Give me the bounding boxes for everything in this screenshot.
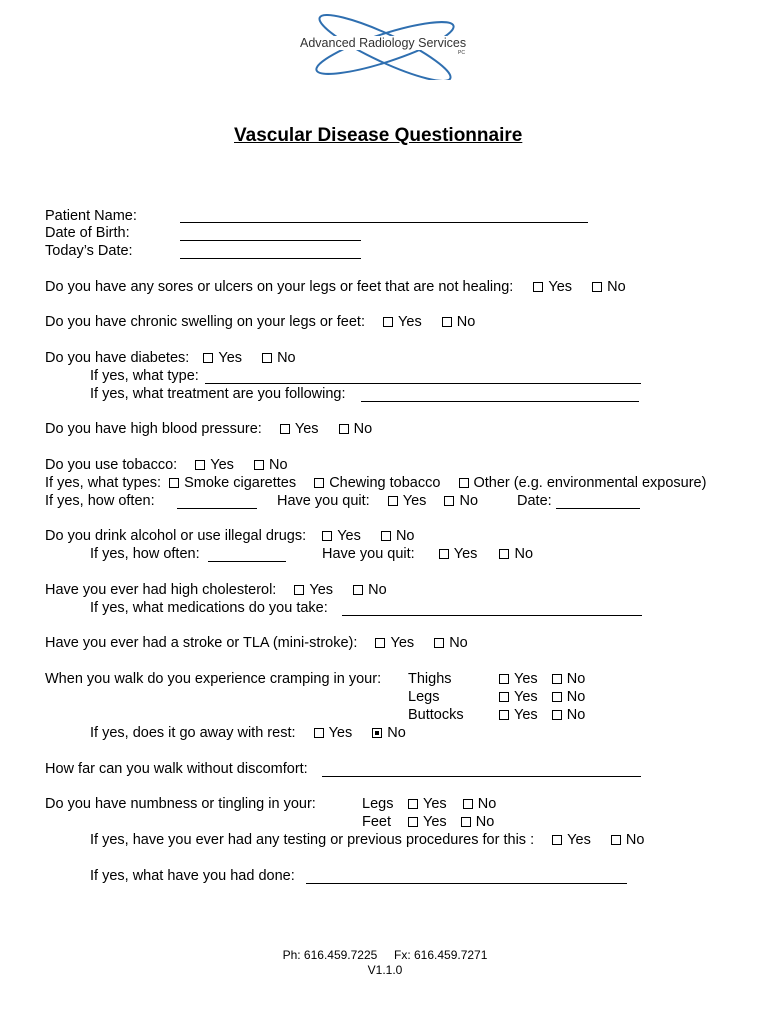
question-walk: When you walk do you experience cramping in your: bbox=[45, 671, 382, 687]
testing-no-checkbox[interactable] bbox=[611, 835, 621, 845]
yes-label: Yes bbox=[398, 314, 422, 330]
cholesterol-meds-field[interactable] bbox=[342, 600, 642, 616]
question-cholesterol-text: Have you ever had high cholesterol: bbox=[45, 582, 277, 598]
page-title: Vascular Disease Questionnaire bbox=[234, 125, 523, 146]
yes-label: Yes bbox=[218, 350, 243, 366]
diabetes-treatment-field[interactable] bbox=[361, 386, 639, 402]
buttocks-yes-checkbox[interactable] bbox=[499, 710, 509, 720]
walk-thighs-label: Thighs bbox=[408, 671, 452, 687]
question-stroke-text: Have you ever had a stroke or TLA (mini-stroke): bbox=[45, 635, 358, 651]
tobacco-quit-label: Have you quit: bbox=[277, 493, 370, 509]
alcohol-yes-checkbox[interactable] bbox=[322, 531, 332, 541]
yes-label: Yes bbox=[567, 832, 591, 848]
alcohol-often-field[interactable] bbox=[208, 546, 286, 562]
diabetes-treatment-label: If yes, what treatment are you following: bbox=[90, 386, 346, 402]
patient-name-label: Patient Name: bbox=[45, 208, 137, 224]
thighs-yes-checkbox[interactable] bbox=[499, 674, 509, 684]
tobacco-date-label: Date: bbox=[517, 493, 552, 509]
question-numbness: Do you have numbness or tingling in your: bbox=[45, 796, 316, 812]
question-alcohol-text: Do you drink alcohol or use illegal drugs: bbox=[45, 528, 307, 544]
walk-rest-label: If yes, does it go away with rest: bbox=[90, 725, 296, 741]
no-label: No bbox=[368, 582, 387, 598]
tobacco-types-label: If yes, what types: bbox=[45, 475, 162, 491]
yes-label: Yes bbox=[514, 671, 538, 687]
walk-buttocks-label: Buttocks bbox=[408, 707, 464, 723]
logo-text: Advanced Radiology Services bbox=[300, 36, 467, 50]
stroke-no-checkbox[interactable] bbox=[434, 638, 444, 648]
stroke-yes-checkbox[interactable] bbox=[375, 638, 385, 648]
question-diabetes bbox=[45, 350, 296, 367]
cholesterol-no-checkbox[interactable] bbox=[353, 585, 363, 595]
no-label: No bbox=[475, 814, 495, 830]
rest-no-label: No bbox=[387, 725, 406, 741]
tobacco-quit-no-checkbox[interactable] bbox=[444, 496, 454, 506]
thighs-options bbox=[499, 671, 585, 688]
no-label: No bbox=[277, 350, 296, 366]
swelling-yes-checkbox[interactable] bbox=[383, 317, 393, 327]
numb-feet-yes-checkbox[interactable] bbox=[408, 817, 418, 827]
distance-field[interactable] bbox=[322, 761, 641, 777]
question-swelling-text: Do you have chronic swelling on your legs or feet: bbox=[45, 314, 365, 330]
numb-done-label: If yes, what have you had done: bbox=[90, 868, 295, 884]
question-stroke bbox=[45, 635, 468, 652]
no-label: No bbox=[625, 832, 645, 848]
diabetes-no-checkbox[interactable] bbox=[262, 353, 272, 363]
alcohol-quit-yes-checkbox[interactable] bbox=[439, 549, 449, 559]
rest-yes-checkbox[interactable] bbox=[314, 728, 324, 738]
buttocks-no-checkbox[interactable] bbox=[552, 710, 562, 720]
tobacco-date-field[interactable] bbox=[556, 493, 640, 509]
alcohol-quit-no-checkbox[interactable] bbox=[499, 549, 509, 559]
smoke-cigarettes-label: Smoke cigarettes bbox=[184, 475, 297, 491]
yes-label: Yes bbox=[390, 635, 415, 651]
numb-done-field[interactable] bbox=[306, 868, 627, 884]
no-label: No bbox=[566, 689, 586, 705]
sores-no-checkbox[interactable] bbox=[592, 282, 602, 292]
numb-feet-no-checkbox[interactable] bbox=[461, 817, 471, 827]
patient-name-field[interactable] bbox=[180, 208, 588, 223]
question-swelling bbox=[45, 314, 475, 331]
swelling-no-checkbox[interactable] bbox=[442, 317, 452, 327]
no-label: No bbox=[268, 457, 288, 473]
yes-label: Yes bbox=[309, 582, 334, 598]
question-tobacco-text: Do you use tobacco: bbox=[45, 457, 178, 473]
yes-label: Yes bbox=[423, 814, 447, 830]
buttocks-options bbox=[499, 707, 585, 724]
yes-label: Yes bbox=[294, 421, 319, 437]
no-label: No bbox=[395, 528, 415, 544]
todays-date-label: Today’s Date: bbox=[45, 243, 133, 259]
diabetes-yes-checkbox[interactable] bbox=[203, 353, 213, 363]
tobacco-often-field[interactable] bbox=[177, 493, 257, 509]
walk-legs-label: Legs bbox=[408, 689, 440, 705]
rest-no-checkbox-checked[interactable] bbox=[372, 728, 382, 738]
no-label: No bbox=[456, 314, 476, 330]
bp-yes-checkbox[interactable] bbox=[280, 424, 290, 434]
numb-feet-label: Feet bbox=[362, 814, 392, 830]
walk-rest-row bbox=[90, 725, 406, 742]
todays-date-field[interactable] bbox=[180, 244, 361, 259]
dob-label: Date of Birth: bbox=[45, 225, 130, 241]
question-cholesterol bbox=[45, 582, 387, 599]
smoke-cigarettes-checkbox[interactable] bbox=[169, 478, 179, 488]
numb-testing-label: If yes, have you ever had any testing or previous procedures for this : bbox=[90, 832, 535, 848]
sores-yes-checkbox[interactable] bbox=[533, 282, 543, 292]
no-label: No bbox=[449, 635, 468, 651]
tobacco-quit-yes-checkbox[interactable] bbox=[388, 496, 398, 506]
yes-label: Yes bbox=[453, 546, 478, 562]
no-label: No bbox=[566, 707, 586, 723]
question-bp-text: Do you have high blood pressure: bbox=[45, 421, 262, 437]
cholesterol-yes-checkbox[interactable] bbox=[294, 585, 304, 595]
tobacco-no-checkbox[interactable] bbox=[254, 460, 264, 470]
yes-label: Yes bbox=[423, 796, 447, 812]
numb-testing-row bbox=[90, 832, 644, 849]
footer-phone: Ph: 616.459.7225 Fx: 616.459.7271 bbox=[282, 948, 488, 962]
alcohol-quit-label: Have you quit: bbox=[322, 546, 415, 562]
yes-label: Yes bbox=[337, 528, 361, 544]
legs-no-checkbox[interactable] bbox=[552, 692, 562, 702]
logo bbox=[290, 14, 490, 80]
yes-label: Yes bbox=[514, 689, 538, 705]
no-label: No bbox=[566, 671, 586, 687]
yes-label: Yes bbox=[328, 725, 353, 741]
yes-label: Yes bbox=[210, 457, 234, 473]
question-diabetes-text: Do you have diabetes: bbox=[45, 350, 190, 366]
tobacco-types-row bbox=[45, 475, 706, 492]
alcohol-quit-row bbox=[322, 546, 533, 563]
tobacco-quit-row bbox=[277, 493, 478, 510]
chewing-tobacco-label: Chewing tobacco bbox=[329, 475, 441, 491]
numb-feet-options bbox=[408, 814, 494, 831]
bp-no-checkbox[interactable] bbox=[339, 424, 349, 434]
yes-label: Yes bbox=[514, 707, 538, 723]
diabetes-type-label: If yes, what type: bbox=[90, 368, 199, 384]
thighs-no-checkbox[interactable] bbox=[552, 674, 562, 684]
numb-legs-yes-checkbox[interactable] bbox=[408, 799, 418, 809]
question-bp bbox=[45, 421, 372, 438]
numb-legs-label: Legs bbox=[362, 796, 394, 812]
logo-suffix: PC bbox=[458, 50, 465, 56]
alcohol-no-checkbox[interactable] bbox=[381, 531, 391, 541]
legs-yes-checkbox[interactable] bbox=[499, 692, 509, 702]
tobacco-often-label: If yes, how often: bbox=[45, 493, 155, 509]
diabetes-type-field[interactable] bbox=[205, 368, 641, 384]
other-tobacco-checkbox[interactable] bbox=[459, 478, 469, 488]
question-alcohol bbox=[45, 528, 414, 545]
no-label: No bbox=[514, 546, 534, 562]
question-sores bbox=[45, 279, 626, 296]
question-sores-text: Do you have any sores or ulcers on your legs or feet that are not healing: bbox=[45, 279, 514, 295]
tobacco-yes-checkbox[interactable] bbox=[195, 460, 205, 470]
cholesterol-meds-label: If yes, what medications do you take: bbox=[90, 600, 328, 616]
testing-yes-checkbox[interactable] bbox=[552, 835, 562, 845]
dob-field[interactable] bbox=[180, 226, 361, 241]
numb-legs-options bbox=[408, 796, 496, 813]
alcohol-often-label: If yes, how often: bbox=[90, 546, 200, 562]
no-label: No bbox=[459, 493, 479, 509]
footer-version: V1.1.0 bbox=[367, 963, 403, 977]
numb-legs-no-checkbox[interactable] bbox=[463, 799, 473, 809]
yes-label: Yes bbox=[402, 493, 427, 509]
question-distance: How far can you walk without discomfort: bbox=[45, 761, 308, 777]
yes-label: Yes bbox=[548, 279, 573, 295]
no-label: No bbox=[477, 796, 497, 812]
no-label: No bbox=[353, 421, 373, 437]
chewing-tobacco-checkbox[interactable] bbox=[314, 478, 324, 488]
other-tobacco-label: Other (e.g. environmental exposure) bbox=[473, 475, 707, 491]
legs-options bbox=[499, 689, 585, 706]
no-label: No bbox=[607, 279, 626, 295]
question-tobacco bbox=[45, 457, 288, 474]
